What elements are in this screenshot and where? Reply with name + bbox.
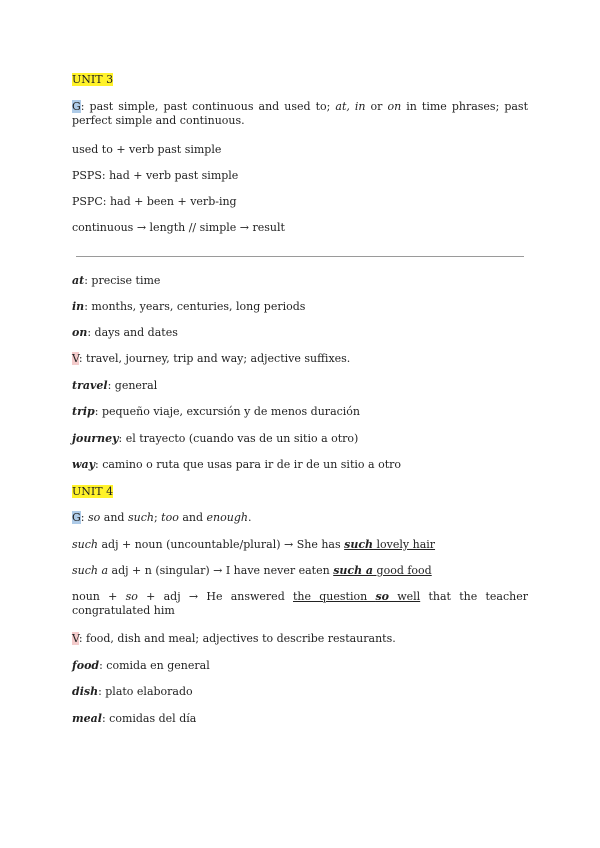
example-keyword: so <box>125 590 138 603</box>
definition-line <box>72 432 358 446</box>
grammar-tag: G <box>72 511 81 524</box>
grammar-tag: G <box>72 100 81 113</box>
grammar-italic: too <box>161 511 179 524</box>
example-text: that the teacher congratulated him <box>72 590 528 617</box>
horizontal-divider <box>76 256 524 257</box>
definition-line <box>72 712 196 726</box>
definition-text: : pequeño viaje, excursión y de menos duración <box>94 405 361 418</box>
grammar-italic: enough <box>206 511 248 524</box>
grammar-text: in time phrases; past perfect simple and continuous. <box>72 100 528 127</box>
grammar-italic: so <box>88 511 101 524</box>
rule-line: PSPC: had + been + verb-ing <box>72 195 237 208</box>
unit3-heading <box>72 73 113 87</box>
definition-term: way <box>72 458 95 471</box>
example-underlined: the question <box>293 590 376 603</box>
definition-text: : general <box>107 379 158 392</box>
grammar-text: : <box>80 511 88 524</box>
example-keyword: such <box>72 538 98 551</box>
rule-line: PSPS: had + verb past simple <box>72 169 239 182</box>
definition-text: : precise time <box>84 274 161 287</box>
example-underlined: good food <box>373 564 432 577</box>
vocab-tag: V <box>72 352 79 365</box>
rule-line: used to + verb past simple <box>72 143 222 156</box>
rule-line: continuous → length // simple → result <box>72 221 285 234</box>
example-highlight: such a <box>333 564 374 577</box>
unit3-grammar <box>72 100 528 128</box>
definition-text: : camino o ruta que usas para ir de ir de un sitio a otro <box>95 458 401 471</box>
unit3-heading-text: UNIT 3 <box>72 73 114 86</box>
example-highlight: so <box>375 590 389 603</box>
definition-line <box>72 659 210 673</box>
definition-line <box>72 300 305 314</box>
definition-term: travel <box>72 379 108 392</box>
grammar-text: and <box>100 511 128 524</box>
unit4-heading-text: UNIT 4 <box>72 485 114 498</box>
unit4-heading <box>72 485 113 499</box>
definition-text: : plato elaborado <box>98 685 193 698</box>
grammar-text: . <box>247 511 252 524</box>
example-keyword: such a <box>72 564 109 577</box>
definition-line <box>72 458 401 472</box>
example-text: adj + n (singular) → I have never eaten <box>108 564 334 577</box>
definition-line <box>72 685 193 699</box>
example-underlined: well <box>388 590 421 603</box>
vocab-tag: V <box>72 632 79 645</box>
vocab-text: : travel, journey, trip and way; adjective suffixes. <box>78 352 351 365</box>
grammar-italic: at, in <box>335 100 366 113</box>
vocab-text: : food, dish and meal; adjectives to describe restaurants. <box>78 632 396 645</box>
definition-line <box>72 405 360 419</box>
definition-text: : el trayecto (cuando vas de un sitio a otro) <box>118 432 359 445</box>
example-text: + adj → He answered <box>137 590 293 603</box>
unit4-vocab <box>72 632 396 646</box>
example-line <box>72 538 435 552</box>
definition-text: : comida en general <box>99 659 210 672</box>
grammar-italic: such <box>127 511 154 524</box>
example-text: noun + <box>72 590 126 603</box>
example-text: adj + noun (uncountable/plural) → She has <box>97 538 345 551</box>
definition-term: dish <box>72 685 99 698</box>
grammar-text: ; <box>153 511 162 524</box>
definition-text: : months, years, centuries, long periods <box>84 300 306 313</box>
definition-term: food <box>72 659 100 672</box>
definition-term: at <box>72 274 85 287</box>
definition-line <box>72 326 178 340</box>
definition-line <box>72 379 157 393</box>
definition-line <box>72 274 160 288</box>
unit3-vocab <box>72 352 350 366</box>
example-line <box>72 564 432 578</box>
grammar-italic: on <box>387 100 402 113</box>
definition-term: in <box>72 300 85 313</box>
definition-term: on <box>72 326 88 339</box>
grammar-text: and <box>178 511 207 524</box>
definition-text: : comidas del día <box>101 712 197 725</box>
example-underlined: lovely hair <box>373 538 436 551</box>
grammar-text: or <box>365 100 388 113</box>
unit4-grammar <box>72 511 251 525</box>
example-highlight: such <box>344 538 374 551</box>
definition-text: : days and dates <box>87 326 178 339</box>
example-paragraph <box>72 590 528 618</box>
definition-term: trip <box>72 405 95 418</box>
definition-term: meal <box>72 712 102 725</box>
definition-term: journey <box>72 432 119 445</box>
grammar-text: : past simple, past continuous and used to; <box>80 100 336 113</box>
